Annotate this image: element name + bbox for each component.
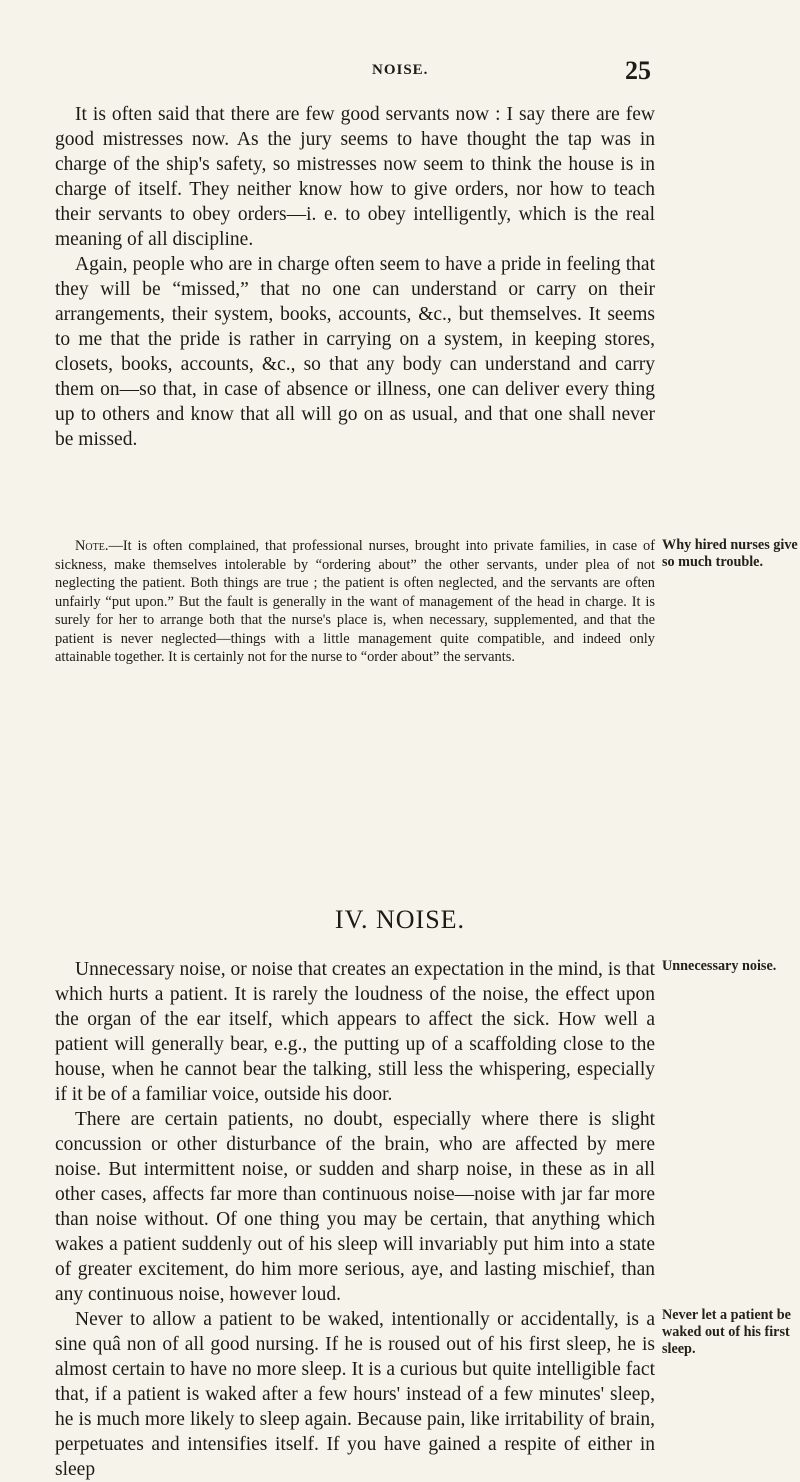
body-text-top: [55, 102, 655, 452]
margin-note: Unnecessary noise.: [662, 958, 777, 974]
section-heading: IV. NOISE.: [334, 905, 466, 934]
paragraph: Unnecessary noise, or noise that creates an expectation in the mind, is that which hurts a patient. It is rarely the loudness of the noise, the effect upon the organ of the ear itself, which appears to affect the sick. How well a patient will generally bear, e.g., the putting up of a scaffolding close to the house, when he cannot bear the talking, still less the whispering, especially if it be of a familiar voice, outside his door.: [55, 959, 655, 1105]
body-text-noise: [55, 957, 655, 1482]
note-text: —It is often complained, that professional nurses, brought into private families, in case of sickness, make themselves intolerable by “ordering about” the other servants, under plea of not neglecting the patient. Both things are true ; the patient is often neglected, and the servants are often unfairly “put upon.” But the fault is generally in the want of management of the head in charge. It is surely for her to arrange both that the nurse's place is, when necessary, supplemented, and that the patient is never neglected—things with a little management quite compatible, and indeed only attainable together. It is certainly not for the nurse to “order about” the servants.: [55, 538, 655, 665]
paragraph: Again, people who are in charge often seem to have a pride in feeling that they will be “missed,” that no one can understand or carry on their arrangements, their system, books, accounts, &c., but themselves. It seems to me that the pride is rather in carrying on a system, in keeping stores, closets, books, accounts, &c., so that any body can understand and carry them on—so that, in case of absence or illness, one can deliver every thing up to others and know that all will go on as usual, and that one shall never be missed.: [55, 254, 655, 450]
paragraph: There are certain patients, no doubt, especially where there is slight concussion or other disturbance of the brain, who are affected by mere noise. But intermittent noise, or sudden and sharp noise, in these as in all other cases, affects far more than continuous noise—noise with jar far more than noise without. Of one thing you may be certain, that anything which wakes a patient suddenly out of his sleep will invariably put him into a state of greater excitement, do him more serious, aye, and lasting mischief, than any continuous noise, however loud.: [55, 1109, 655, 1305]
paragraph: It is often said that there are few good servants now : I say there are few good mistresses now. As the jury seems to have thought the tap was in charge of the ship's safety, so mistresses now seem to think the house is in charge of itself. They neither know how to give orders, nor how to teach their servants to obey orders—i. e. to obey intelligently, which is the real meaning of all discipline.: [55, 104, 655, 250]
page-number: 25: [625, 56, 651, 85]
margin-note: Why hired nurses give so much trouble.: [662, 537, 798, 570]
running-head: [0, 56, 800, 90]
note-label: Note.: [75, 538, 109, 554]
running-head-title: NOISE.: [372, 62, 429, 78]
paragraph: Never to allow a patient to be waked, intentionally or accidentally, is a sine quâ non of all good nursing. If he is roused out of his first sleep, he is almost certain to have no more sleep. It is a curious but quite intelligible fact that, if a patient is waked after a few hours' instead of a few minutes' sleep, he is much more likely to sleep again. Because pain, like irritability of brain, perpetuates and intensifies itself. If you have gained a respite of either in sleep: [55, 1309, 655, 1480]
margin-note: Never let a patient be waked out of his first sleep.: [662, 1307, 791, 1357]
footnote: [55, 537, 655, 667]
